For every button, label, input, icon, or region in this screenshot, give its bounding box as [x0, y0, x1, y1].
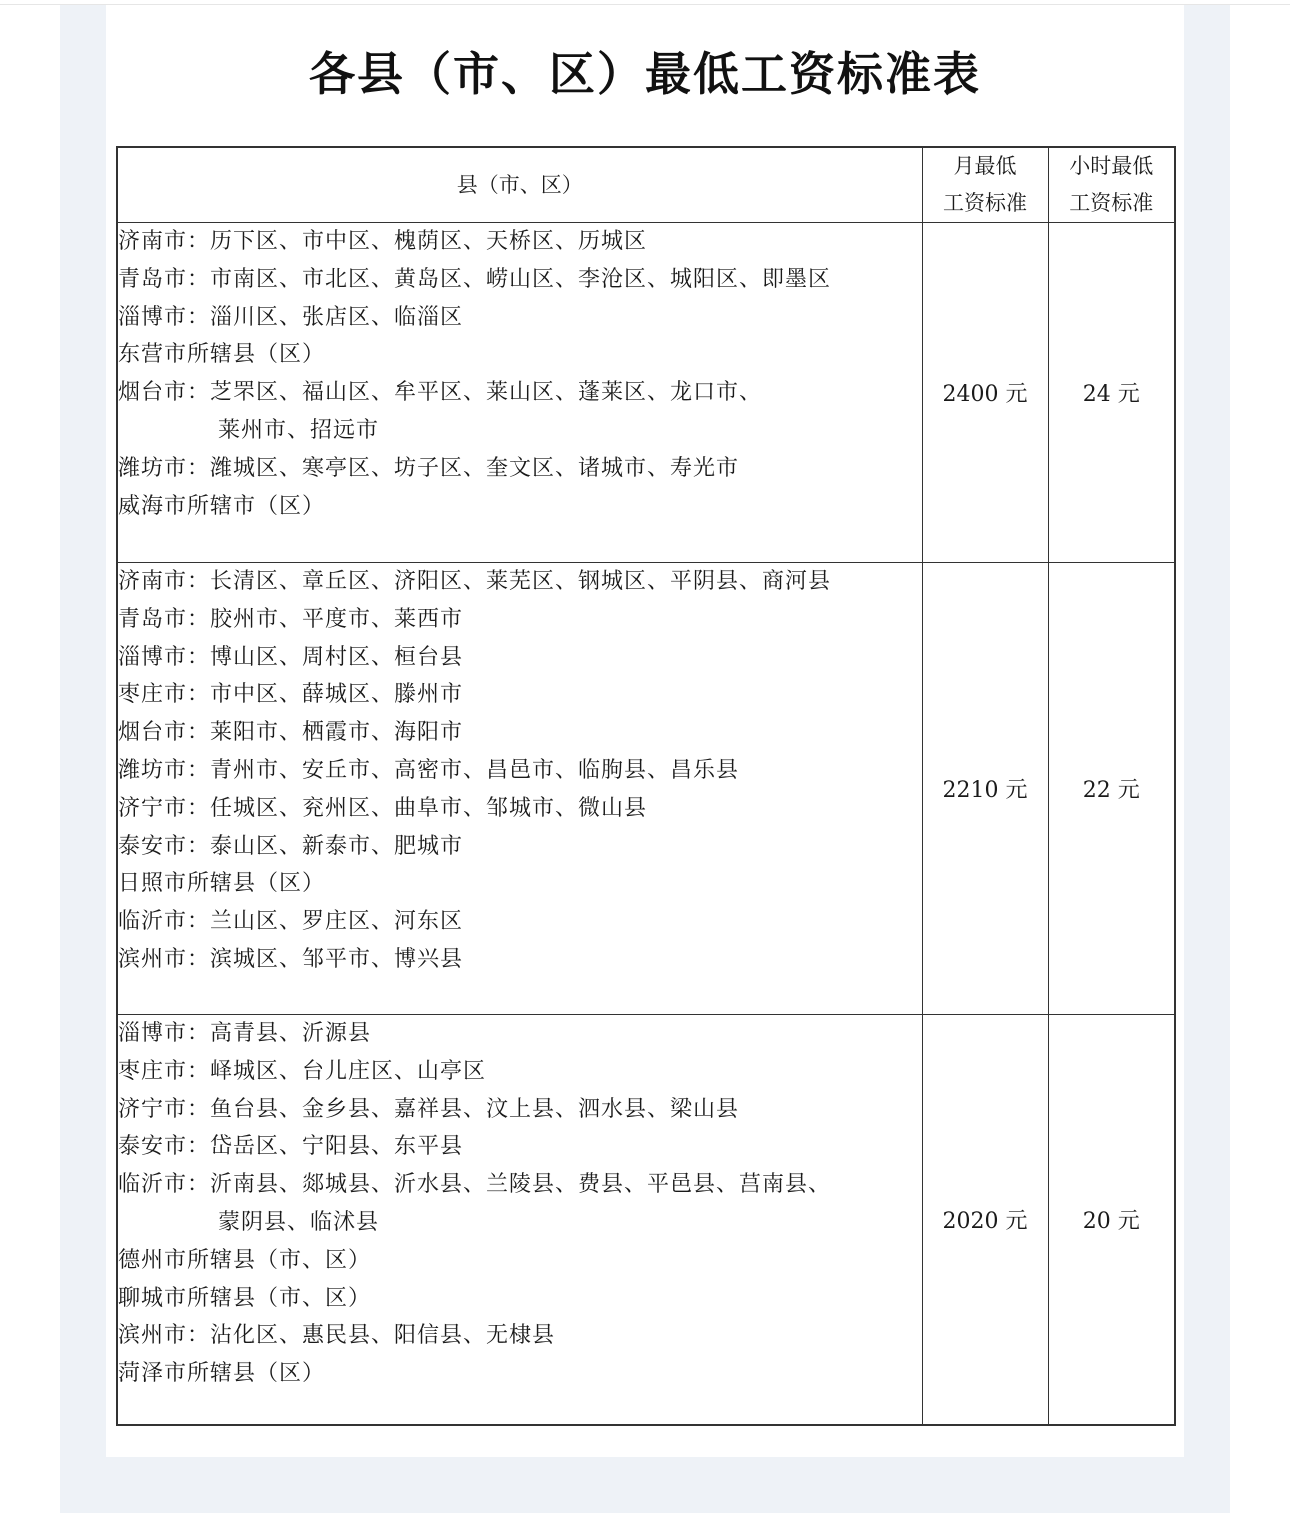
hourly-wage-column-header: 小时最低 工资标准 [1048, 147, 1175, 223]
area-line: 烟台市：莱阳市、栖霞市、海阳市 [118, 720, 464, 746]
area-line: 济南市：历下区、市中区、槐荫区、天桥区、历城区 [118, 229, 648, 254]
monthly-wage-cell: 2400 元 [922, 223, 1048, 563]
monthly-wage-cell: 2020 元 [922, 1015, 1048, 1425]
table-row [117, 1015, 1175, 1425]
area-line: 青岛市：胶州市、平度市、莱西市 [118, 606, 464, 632]
area-line: 德州市所辖县（市、区） [118, 1247, 372, 1273]
area-line: 菏泽市所辖县（区） [118, 1361, 326, 1387]
table-header-row [117, 147, 1175, 223]
area-line: 济宁市：任城区、兖州区、曲阜市、邹城市、微山县 [118, 795, 648, 821]
area-line: 枣庄市：峄城区、台儿庄区、山亭区 [118, 1058, 487, 1084]
hourly-wage-cell: 22 元 [1048, 563, 1175, 1015]
area-line: 淄博市：高青县、沂源县 [118, 1021, 372, 1046]
area-line: 日照市所辖县（区） [118, 871, 326, 897]
minimum-wage-table [116, 146, 1176, 1426]
monthly-wage-cell: 2210 元 [922, 563, 1048, 1015]
table-row [117, 563, 1175, 1015]
area-line: 枣庄市：市中区、薛城区、滕州市 [118, 682, 464, 708]
area-line: 淄博市：博山区、周村区、桓台县 [118, 644, 464, 670]
area-line: 莱州市、招远市 [218, 417, 380, 443]
area-line: 滨州市：沾化区、惠民县、阳信县、无棣县 [118, 1323, 556, 1349]
area-list-cell [117, 563, 922, 1015]
area-line: 东营市所辖县（区） [118, 342, 326, 368]
document-title: 各县（市、区）最低工资标准表 [309, 47, 981, 101]
area-line: 泰安市：岱岳区、宁阳县、东平县 [118, 1134, 464, 1160]
area-line: 济南市：长清区、章丘区、济阳区、莱芜区、钢城区、平阴县、商河县 [118, 569, 832, 594]
area-line: 临沂市：兰山区、罗庄区、河东区 [118, 909, 464, 935]
area-column-header: 县（市、区） [117, 147, 922, 223]
area-line: 济宁市：鱼台县、金乡县、嘉祥县、汶上县、泗水县、梁山县 [118, 1096, 740, 1122]
monthly-wage-column-header: 月最低 工资标准 [922, 147, 1048, 223]
area-line: 青岛市：市南区、市北区、黄岛区、崂山区、李沧区、城阳区、即墨区 [118, 266, 832, 292]
hourly-wage-cell: 24 元 [1048, 223, 1175, 563]
area-line: 滨州市：滨城区、邹平市、博兴县 [118, 946, 464, 972]
area-line: 蒙阴县、临沭县 [218, 1209, 380, 1235]
area-list-cell [117, 1015, 922, 1425]
area-line: 泰安市：泰山区、新泰市、肥城市 [118, 833, 464, 859]
area-line: 潍坊市：潍城区、寒亭区、坊子区、奎文区、诸城市、寿光市 [118, 455, 740, 481]
area-line: 聊城市所辖县（市、区） [118, 1285, 372, 1311]
area-line: 烟台市：芝罘区、福山区、牟平区、莱山区、蓬莱区、龙口市、 [118, 380, 763, 406]
area-list-cell [117, 223, 922, 563]
area-line: 临沂市：沂南县、郯城县、沂水县、兰陵县、费县、平邑县、莒南县、 [118, 1172, 832, 1198]
table-row [117, 223, 1175, 563]
area-line: 淄博市：淄川区、张店区、临淄区 [118, 304, 464, 330]
area-line: 威海市所辖市（区） [118, 493, 326, 519]
area-line: 潍坊市：青州市、安丘市、高密市、昌邑市、临朐县、昌乐县 [118, 757, 740, 783]
hourly-wage-cell: 20 元 [1048, 1015, 1175, 1425]
